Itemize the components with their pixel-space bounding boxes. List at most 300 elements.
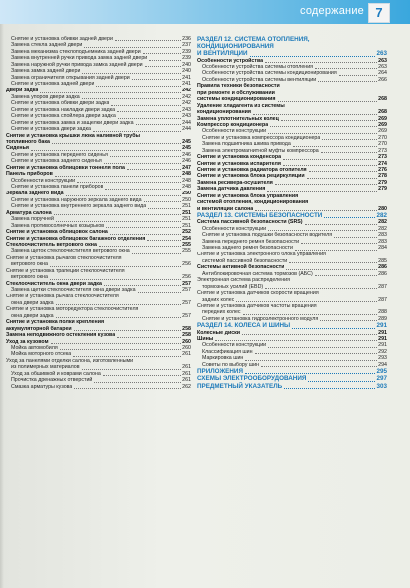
dot-leader <box>132 253 181 254</box>
toc-entry-title: Панель приборов <box>6 171 53 178</box>
toc-entry-page: 261 <box>182 364 191 371</box>
toc-entry-page: 244 <box>182 126 191 133</box>
toc-entry-page: 261 <box>182 351 191 358</box>
toc-entry-page: 291 <box>378 329 387 336</box>
dot-leader <box>245 373 376 374</box>
dot-leader <box>51 343 182 344</box>
toc-entry-page: 269 <box>378 128 387 135</box>
dot-leader <box>99 246 181 247</box>
dot-leader <box>265 288 377 289</box>
toc-entry-page: 291 <box>378 342 387 349</box>
toc-entry-title: Снятие и установка крышки люка наливной трубы <box>6 132 141 139</box>
toc-entry-title: Снятие и установка панели приборов <box>11 184 104 191</box>
dot-leader <box>321 152 377 153</box>
toc-entry-title: Снятие и установка полки крепления <box>6 319 105 326</box>
toc-entry-page: 286 <box>378 270 387 277</box>
toc-entry-title: Уход за панелями отделки салона, изготовленными <box>6 357 134 364</box>
section-heading <box>197 43 387 50</box>
toc-entry-title: Арматура салона <box>6 209 52 216</box>
toc-entry-page: 255 <box>182 242 191 248</box>
toc-entry-title: Замена наружной ручки привода замка задней двери <box>11 61 143 68</box>
toc-entry-title: Замена электромагнитной муфты компрессора <box>202 147 319 154</box>
toc-entry-page: 241 <box>182 74 191 81</box>
dot-leader <box>56 317 182 318</box>
toc-entry-title: из полимерных материалов <box>11 364 80 371</box>
toc-entry-title: Особенности устройства <box>197 57 264 64</box>
dot-leader <box>301 243 377 244</box>
toc-entry-page: 258 <box>182 325 191 332</box>
toc-entry-page: 252 <box>182 229 191 236</box>
dot-leader <box>60 349 181 350</box>
toc-entry-title: Замена ресивера-осушителя <box>197 179 273 186</box>
toc-entry-title: аккумуляторной батареи <box>6 325 72 332</box>
toc-entry-title: Замена замка задней двери <box>11 68 81 75</box>
toc-entry-page: 256 <box>182 274 191 281</box>
toc-entry-title: Замена упоров двери задка <box>11 93 80 100</box>
section-page-number: 303 <box>376 382 387 390</box>
toc-entry-title: Снятие и установка облицовки тоннеля пола <box>6 164 125 171</box>
toc-entry-title: Снятие и установка блока рециркуляции <box>197 173 305 180</box>
dot-leader <box>324 217 375 218</box>
section-heading <box>197 36 387 43</box>
toc-entry-title: Снятие и установка переднего сиденья <box>11 151 108 158</box>
toc-entry-title: Советы по выбору шин <box>202 361 260 368</box>
section-heading <box>197 212 387 219</box>
toc-entry-page: 241 <box>182 81 191 88</box>
toc-entry-page: 294 <box>378 361 387 368</box>
toc-entry-title: Компрессор кондиционера <box>197 121 269 128</box>
dot-leader <box>265 62 377 63</box>
toc-entry-title: Снятие и установка компрессора кондиционера <box>202 134 321 141</box>
toc-entry-page: 243 <box>182 106 191 113</box>
toc-entry-title: Снятие и установка задней двери <box>11 81 95 88</box>
toc-entry-title: Уход за обшивкой и коврами салона <box>11 370 101 377</box>
dot-leader <box>52 143 181 144</box>
dot-leader <box>281 120 377 121</box>
toc-entry-title: Снятие и установка конденсора <box>197 154 282 161</box>
toc-entry-page: 282 <box>378 225 387 232</box>
dot-leader <box>334 237 377 238</box>
toc-entry-title: Стеклоочиститель ветрового окна <box>6 242 97 248</box>
toc-entry-title: Снятие и установка подушки безопасности водителя <box>202 232 333 239</box>
toc-entry-page: 268 <box>378 96 387 103</box>
dot-leader <box>318 81 377 82</box>
dot-leader <box>82 98 181 99</box>
toc-entry-page: 263 <box>378 64 387 71</box>
dot-leader <box>289 262 377 263</box>
toc-entry-page: 285 <box>378 257 387 264</box>
toc-entry-page: 264 <box>378 70 387 77</box>
toc-entry-page: 289 <box>378 315 387 322</box>
toc-entry-page: 276 <box>378 167 387 174</box>
dot-leader <box>268 230 377 231</box>
toc-entry-title: ветрового окна <box>11 261 48 268</box>
toc-entry-page: 257 <box>182 312 191 319</box>
toc-entry-title: Замена внутренней ручки привода замка задней двери <box>11 55 148 62</box>
dot-leader <box>74 388 181 389</box>
toc-entry-page: 242 <box>182 93 191 100</box>
toc-entry-title: Уход за кузовом <box>6 338 49 345</box>
toc-entry-page: 283 <box>378 232 387 239</box>
toc-entry-page: 257 <box>182 280 191 287</box>
dot-leader <box>270 126 377 127</box>
toc-entry-page: 261 <box>182 370 191 377</box>
toc-entry-page: 239 <box>182 48 191 55</box>
toc-entry-title: Снятие и установка гидроэлектронного модуля <box>202 315 319 322</box>
toc-entry-title: Замена стекла задней двери <box>11 42 83 49</box>
toc-entry-title: Замена щеток стеклоочистителя ветрового окна <box>11 248 130 255</box>
toc-entry-title: Снятие и установка спойлера двери задка <box>11 113 116 120</box>
toc-entry-page: 244 <box>182 119 191 126</box>
dot-leader <box>292 328 375 329</box>
toc-entry-title: Системы активной безопасности <box>197 264 285 271</box>
dot-leader <box>54 214 181 215</box>
section-page-number: 295 <box>376 368 387 376</box>
dot-leader <box>82 73 181 74</box>
dot-leader <box>118 118 181 119</box>
dot-leader <box>132 79 181 80</box>
dot-leader <box>339 75 377 76</box>
toc-entry-page: 266 <box>378 76 387 83</box>
toc-entry-title: системой пассивной безопасности <box>202 257 288 264</box>
dot-leader <box>149 60 181 61</box>
toc-entry-title: Замена уплотнительных колец <box>197 115 279 122</box>
toc-entry-title: Особенности устройства системы отопления <box>202 64 314 71</box>
toc-entry-page: 260 <box>182 345 191 351</box>
toc-entry-page: 245 <box>182 145 191 152</box>
dot-leader <box>286 269 377 270</box>
toc-entry-page: 282 <box>378 219 387 226</box>
toc-entry-page: 251 <box>182 209 191 216</box>
toc-entry-page: 242 <box>182 87 191 94</box>
toc-entry-title: Особенности устройства системы вентиляции <box>202 76 317 83</box>
toc-entry-page: 236 <box>182 36 191 42</box>
toc-entry-title: Особенности конструкции <box>202 342 267 349</box>
dot-leader <box>255 210 377 211</box>
dot-leader <box>55 176 181 177</box>
toc-entry-page: 268 <box>378 109 387 116</box>
toc-entry-page: 284 <box>378 245 387 252</box>
toc-entry-title: Снятие и установка испарителя <box>197 160 282 167</box>
toc-entry-title: Снятие и установка замка и защелки двери задка <box>11 119 134 126</box>
dot-leader <box>105 189 181 190</box>
toc-entry-title: системы кондиционирования <box>197 96 276 103</box>
toc-entry-title: Снятие и установка наружного зеркала заднего вида <box>11 196 142 203</box>
dot-leader <box>255 353 378 354</box>
section-heading <box>197 375 387 382</box>
toc-entry-title: Мойка моторного отсека <box>11 351 72 358</box>
toc-entry-title: Прочистка дренажных отверстий <box>11 377 93 384</box>
dot-leader <box>138 292 182 293</box>
dot-leader <box>106 227 181 228</box>
toc-entry-title: ветрового окна <box>11 274 48 281</box>
toc-entry-page: 251 <box>182 203 191 210</box>
dot-leader <box>143 53 182 54</box>
toc-entry-title: Замена механизма стеклоподъемника задней двери <box>11 48 141 55</box>
toc-entry-title: Снятие и установка облицовок багажного отделения <box>6 235 146 242</box>
toc-entry-page: 278 <box>378 173 387 180</box>
toc-entry-title: топливного бака <box>6 139 50 145</box>
dot-leader <box>309 171 378 172</box>
dot-leader <box>250 56 376 57</box>
toc-entry-title: Мойка автомобиля <box>11 345 58 351</box>
toc-entry-page: 245 <box>182 139 191 145</box>
dot-leader <box>103 375 181 376</box>
toc-entry-title: передних колес <box>202 309 241 316</box>
toc-entry-title: Антиблокировочная система тормозов (АБС) <box>202 270 313 277</box>
toc-entry-title: Снятие и установка двери задка <box>11 126 91 133</box>
dot-leader <box>215 340 377 341</box>
toc-entry-page: 288 <box>378 309 387 316</box>
toc-entry-title: Зеркала заднего вида <box>6 190 64 197</box>
toc-entry-title: Снятие и установка трапеции стеклоочистителя <box>6 267 125 274</box>
dot-leader <box>110 156 181 157</box>
dot-leader <box>284 388 375 389</box>
dot-leader <box>275 184 377 185</box>
toc-entry-page: 248 <box>182 177 191 184</box>
dot-leader <box>245 360 377 361</box>
section-heading <box>197 322 387 329</box>
toc-entry-title: Система пассивной безопасности (SRS) <box>197 219 303 226</box>
toc-left-column <box>6 36 191 390</box>
toc-entry-page: 256 <box>182 261 191 268</box>
toc-entry-title: окна двери задка <box>11 312 54 319</box>
toc-entry-title: Двери задка <box>6 87 39 94</box>
dot-leader <box>267 191 377 192</box>
dot-leader <box>283 165 377 166</box>
toc-entry-page: 246 <box>182 158 191 165</box>
toc-entry-page: 248 <box>182 184 191 191</box>
section-heading <box>197 368 387 375</box>
dot-leader <box>136 124 182 125</box>
toc-entry-page: 293 <box>378 355 387 362</box>
dot-leader <box>56 304 182 305</box>
section-heading-text: ПРЕДМЕТНЫЙ УКАЗАТЕЛЬ <box>197 382 283 390</box>
toc-entry-page: 280 <box>378 205 387 212</box>
toc-entry-page: 246 <box>182 151 191 158</box>
dot-leader <box>104 285 181 286</box>
dot-leader <box>127 169 181 170</box>
toc-entry-title: Снятие и установка обивки задней двери <box>11 36 113 42</box>
toc-entry-title: Стеклоочиститель окна двери задка <box>6 280 102 287</box>
toc-entry-page: 239 <box>182 55 191 62</box>
section-page-number: 282 <box>376 212 387 220</box>
toc-entry-title: Снятие и установка радиатора отопителя <box>197 167 307 174</box>
section-heading <box>197 383 387 390</box>
toc-entry-page: 283 <box>378 238 387 245</box>
dot-leader <box>74 330 181 331</box>
toc-entry-title: Снятие и установка датчиков скорости вращения <box>197 290 319 297</box>
toc-entry-title: тормозных усилий (EBD) <box>202 283 264 290</box>
toc-entry-title: Замена неподвижного остекления кузова <box>6 332 116 339</box>
toc-entry-title: Правила техники безопасности <box>197 83 280 90</box>
toc-entry-title: Замена щетки стеклоочистителя окна двери задка <box>11 287 136 294</box>
toc-entry-page: 255 <box>182 248 191 255</box>
toc-entry-title: Снятие и установка блока управления <box>197 192 299 199</box>
toc-entry-page: 292 <box>378 348 387 355</box>
toc-entry-page: 258 <box>182 332 191 339</box>
toc-entry-title: при ремонте и обслуживании <box>197 89 275 96</box>
toc-entry-page: 248 <box>182 171 191 178</box>
dot-leader <box>93 131 181 132</box>
toc-entry-title: и вентиляции салона <box>197 205 254 212</box>
toc-entry-title: Снятие и установка накладки двери задка <box>11 106 116 113</box>
toc-entry-title: Колесные диски <box>197 329 241 336</box>
dot-leader <box>278 101 378 102</box>
section-heading-text: РАЗДЕЛ 14. КОЛЕСА И ШИНЫ <box>197 322 291 330</box>
toc-entry-page: 243 <box>182 113 191 120</box>
toc-entry-title: Замена поручней <box>11 216 55 223</box>
toc-entry-page: 257 <box>182 287 191 294</box>
toc-entry-page: 273 <box>378 147 387 154</box>
toc-entry-page: 242 <box>182 100 191 107</box>
toc-entry-page: 261 <box>182 377 191 384</box>
section-page-number: 297 <box>376 375 387 383</box>
toc-entry-title: Особенности конструкции <box>202 128 267 135</box>
dot-leader <box>66 195 182 196</box>
toc-entry-title: Снятие и установка внутреннего зеркала заднего вида <box>11 203 147 210</box>
toc-entry-page: 262 <box>182 383 191 390</box>
dot-leader <box>117 337 181 338</box>
dot-leader <box>96 86 181 87</box>
dot-leader <box>268 347 377 348</box>
toc-entry-title: Удаление хладагента из системы <box>197 102 285 109</box>
dot-leader <box>253 114 377 115</box>
toc-entry-page: 291 <box>378 335 387 342</box>
section-heading-text: И ВЕНТИЛЯЦИИ <box>197 50 248 58</box>
page-number: 7 <box>368 3 390 23</box>
toc-entry-title: Снятие и установка электронного блока управления <box>197 251 326 258</box>
dot-leader <box>50 279 181 280</box>
toc-entry-page: 270 <box>378 141 387 148</box>
toc-entry-page: 237 <box>182 42 191 49</box>
toc-entry-title: системой отопления, кондиционирования <box>197 199 309 206</box>
dot-leader <box>117 111 181 112</box>
toc-entry-title: Классификация шин <box>202 348 253 355</box>
dot-leader <box>94 382 181 383</box>
dot-leader <box>56 221 181 222</box>
toc-entry-title: Снятие и установка обивки двери задка <box>11 100 110 107</box>
dot-leader <box>305 224 378 225</box>
toc-entry-page: 286 <box>378 264 387 271</box>
toc-entry-page: 287 <box>378 296 387 303</box>
toc-entry-title: кондиционирования <box>197 109 251 116</box>
dot-leader <box>261 366 377 367</box>
page-header <box>0 0 410 24</box>
toc-entry-page: 269 <box>378 115 387 122</box>
dot-leader <box>308 381 375 382</box>
toc-entry-title: Электронная система распределения <box>197 277 290 284</box>
toc-entry-page: 240 <box>182 61 191 68</box>
toc-entry-page: 279 <box>378 186 387 193</box>
dot-leader <box>145 66 182 67</box>
section-heading-text: СХЕМЫ ЭЛЕКТРООБОРУДОВАНИЯ <box>197 375 307 383</box>
section-page-number: 263 <box>376 50 387 58</box>
dot-leader <box>307 178 378 179</box>
section-heading-text: ПРИЛОЖЕНИЯ <box>197 368 243 376</box>
dot-leader <box>283 159 377 160</box>
dot-leader <box>148 208 181 209</box>
toc-entry-page: 250 <box>182 196 191 203</box>
dot-leader <box>144 201 182 202</box>
toc-entry-title: Снятие и установка рычагов стеклоочистителя <box>6 254 122 261</box>
toc-entry-title: окна двери задка <box>11 299 54 306</box>
toc-entry-title: Шины <box>197 335 214 342</box>
toc-entry-title: Особенности конструкции <box>202 225 267 232</box>
toc-right-column <box>197 36 387 390</box>
dot-leader <box>84 47 181 48</box>
dot-leader <box>104 163 181 164</box>
toc-entry-title: Снятие и установка рычага стеклоочистителя <box>6 293 119 300</box>
dot-leader <box>243 314 378 315</box>
toc-entry-page: 250 <box>182 190 191 197</box>
section-heading-text: КОНДИЦИОНИРОВАНИЯ <box>197 43 274 51</box>
toc-entry-title: Замена подшипника шкива привода <box>202 141 291 148</box>
toc-entry-title: Замена датчика давления <box>197 186 266 193</box>
toc-entry-title: Замена противосолнечных козырьков <box>11 222 105 229</box>
dot-leader <box>295 250 377 251</box>
toc-entry-page: 260 <box>182 338 191 345</box>
dot-leader <box>242 334 377 335</box>
toc-entry-page: 269 <box>378 121 387 128</box>
dot-leader <box>111 105 181 106</box>
section-heading <box>197 50 387 57</box>
toc-entry-page: 273 <box>378 154 387 161</box>
toc-entry-page: 257 <box>182 299 191 306</box>
toc-entry-page: 279 <box>378 179 387 186</box>
dot-leader <box>268 133 377 134</box>
toc-entry-page: 270 <box>378 134 387 141</box>
dot-leader <box>40 92 181 93</box>
toc-entry-title: Особенности конструкции <box>11 177 76 184</box>
toc-entry-title: Снятие и установка заднего сиденья <box>11 158 102 165</box>
toc-entry-page: 251 <box>182 222 191 229</box>
dot-leader <box>73 356 181 357</box>
toc-entry-title: Сиденья <box>6 145 29 152</box>
dot-leader <box>31 150 181 151</box>
dot-leader <box>115 40 181 41</box>
section-heading-text: РАЗДЕЛ 13. СИСТЕМЫ БЕЗОПАСНОСТИ <box>197 212 323 220</box>
dot-leader <box>293 146 377 147</box>
section-heading-text: РАЗДЕЛ 12. СИСТЕМА ОТОПЛЕНИЯ, <box>197 36 310 43</box>
section-page-number: 291 <box>376 322 387 330</box>
dot-leader <box>315 275 377 276</box>
toc-entry-title: Замена заднего ремня безопасности <box>202 245 293 252</box>
toc-entry-page: 240 <box>182 68 191 75</box>
toc-entry-title: Смазка арматуры кузова <box>11 383 73 390</box>
toc-entry-page: 287 <box>378 283 387 290</box>
dot-leader <box>77 182 181 183</box>
toc-entry-title: Снятие и установка датчиков частоты вращения <box>197 303 317 309</box>
toc-entry-page: 247 <box>182 164 191 171</box>
toc-entry <box>6 384 191 390</box>
toc-entry-title: Замена ограничителя открывания задней двери <box>11 74 130 81</box>
dot-leader <box>236 301 377 302</box>
toc-entry-title: Особенности устройства системы кондиционирования <box>202 70 337 77</box>
dot-leader <box>315 68 377 69</box>
page-fold-shadow <box>0 24 4 588</box>
toc-entry-page: 251 <box>182 216 191 223</box>
toc-entry-title: Маркировка шин <box>202 355 244 362</box>
dot-leader <box>50 266 181 267</box>
dot-leader <box>82 369 182 370</box>
dot-leader <box>147 240 181 241</box>
header-title: содержание <box>300 5 364 17</box>
toc-entry-title: Замена переднего ремня безопасности <box>202 238 300 245</box>
dot-leader <box>322 139 377 140</box>
toc-entry-title: задних колес <box>202 296 235 303</box>
dot-leader <box>110 234 181 235</box>
